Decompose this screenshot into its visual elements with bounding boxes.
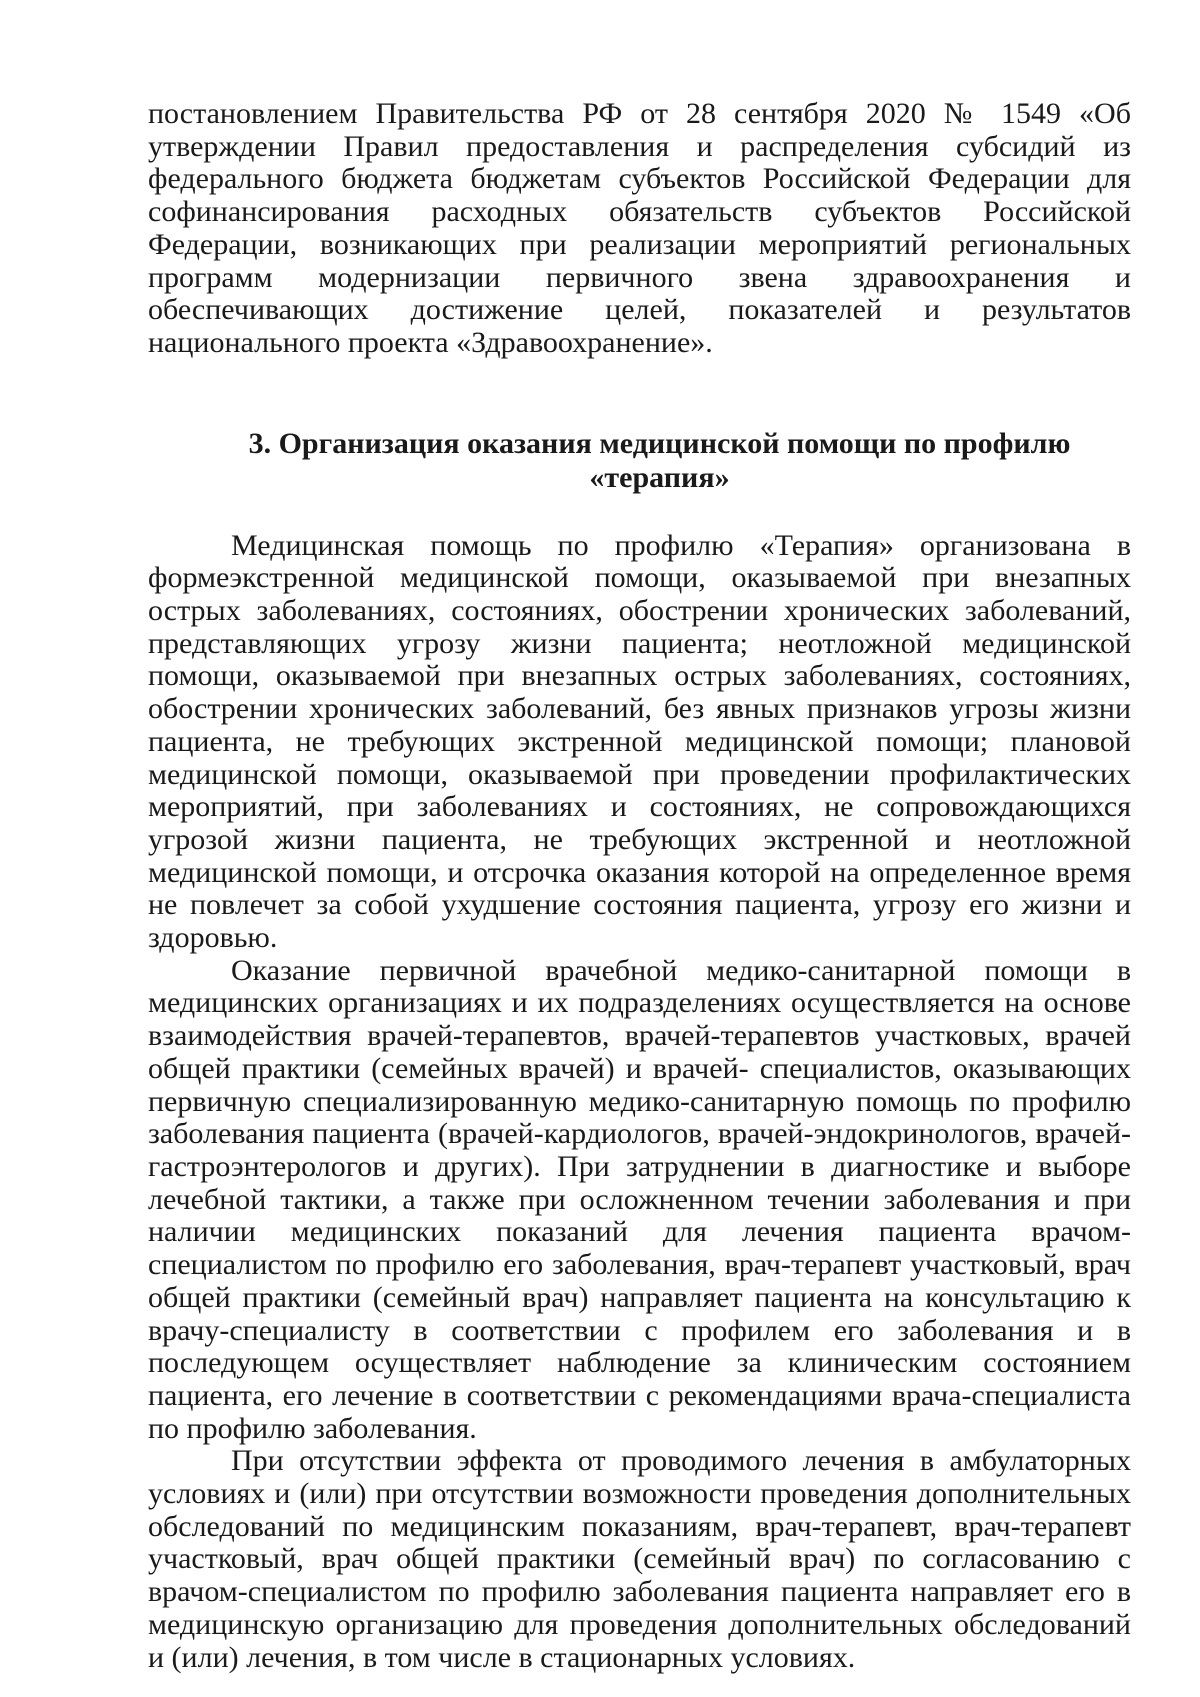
intro-paragraph: постановлением Правительства РФ от 28 сентября 2020 № 1549 «Об утверждении Правил предоставления и распределения субсидий из федерального бюджета бюджетам субъектов Российской Федерации для софинансирования расходных обязательств субъектов Российской Федерации, возникающих при реализации мероприятий региональных программ модернизации первичного звена здравоохранения и обеспечивающих достижение целей, показателей и результатов национального проекта «Здравоохранение».	[148, 97, 1131, 359]
section-heading-line1: 3. Организация оказания медицинской помощи по профилю	[248, 426, 1071, 460]
body-paragraph-2: Оказание первичной врачебной медико-санитарной помощи в медицинских организациях и их подразделениях осуществляется на основе взаимодействия врачей-терапевтов, врачей-терапевтов участковых, врачей общей практики (семейных врачей) и врачей- специалистов, оказывающих первичную специализированную медико-санитарную помощь по профилю заболевания пациента (врачей-кардиологов, врачей-эндокринологов, врачей-гастроэнтерологов и других). При затруднении в диагностике и выборе лечебной тактики, а также при осложненном течении заболевания и при наличии медицинских показаний для лечения пациента врачом-специалистом по профилю его заболевания, врач-терапевт участковый, врач общей практики (семейный врач) направляет пациента на консультацию к врачу-специалисту в соответствии с профилем его заболевания и в последующем осуществляет наблюдение за клиническим состоянием пациента, его лечение в соответствии с рекомендациями врача-специалиста по профилю заболевания.	[148, 953, 1131, 1445]
body-paragraph-3: При отсутствии эффекта от проводимого лечения в амбулаторных условиях и (или) при отсутствии возможности проведения дополнительных обследований по медицинским показаниям, врач-терапевт, врач-терапевт участковый, врач общей практики (семейный врач) по согласованию с врачом-специалистом по профилю заболевания пациента направляет его в медицинскую организацию для проведения дополнительных обследований и (или) лечения, в том числе в стационарных условиях.	[148, 1444, 1131, 1674]
section-heading	[148, 427, 1131, 495]
section-heading-line2: «терапия»	[589, 460, 730, 494]
body-paragraph-1: Медицинская помощь по профилю «Терапия» организована в формеэкстренной медицинской помощи, оказываемой при внезапных острых заболеваниях, состояниях, обострении хронических заболеваний, представляющих угрозу жизни пациента; неотложной медицинской помощи, оказываемой при внезапных острых заболеваниях, состояниях, обострении хронических заболеваний, без явных признаков угрозы жизни пациента, не требующих экстренной медицинской помощи; плановой медицинской помощи, оказываемой при проведении профилактических мероприятий, при заболеваниях и состояниях, не сопровождающихся угрозой жизни пациента, не требующих экстренной и неотложной медицинской помощи, и отсрочка оказания которой на определенное время не повлечет за собой ухудшение состояния пациента, угрозу его жизни и здоровью.	[148, 528, 1131, 955]
document-page	[148, 98, 1131, 1674]
